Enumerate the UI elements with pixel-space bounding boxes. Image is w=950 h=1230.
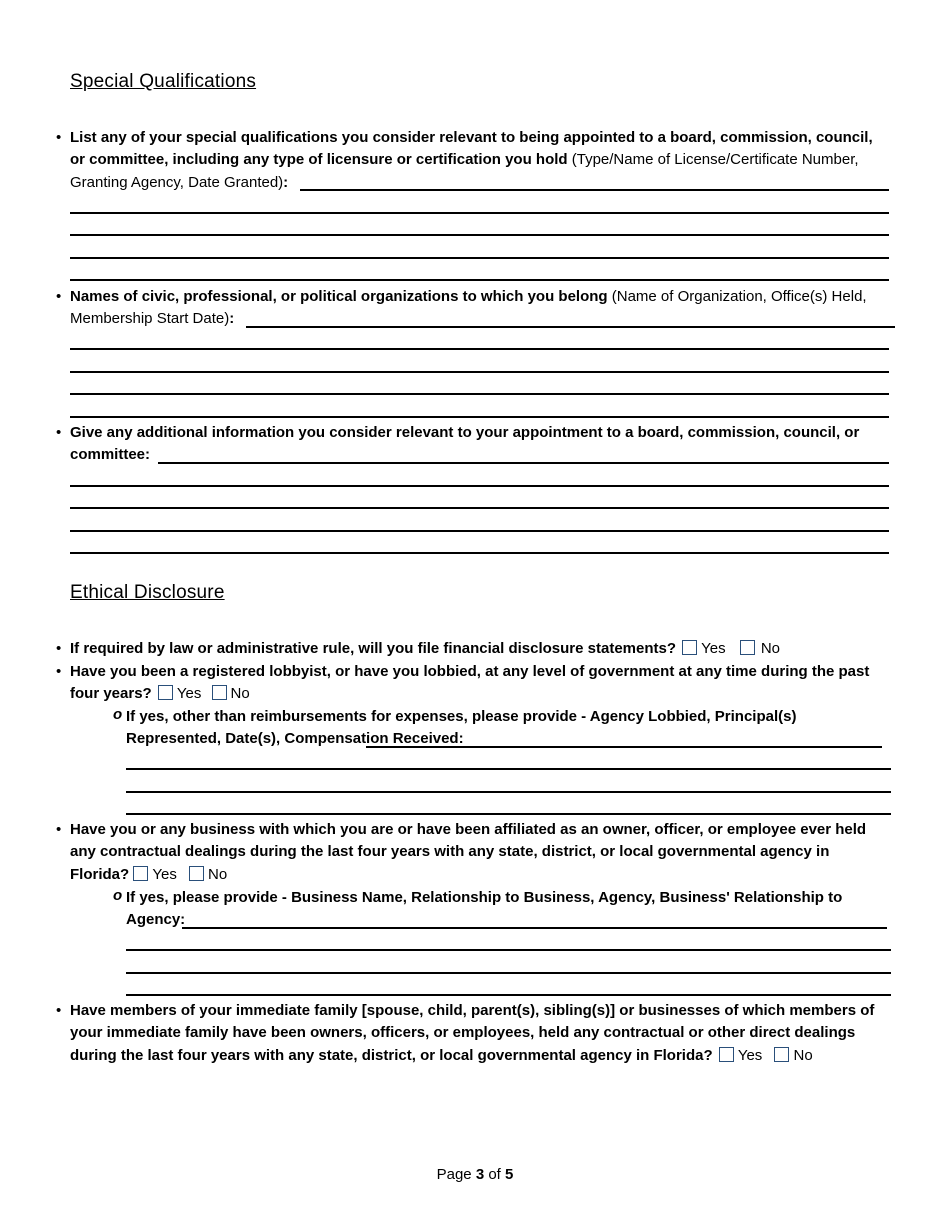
no-label: No bbox=[208, 865, 228, 883]
business-details-answer-line[interactable] bbox=[126, 994, 891, 996]
additional-info-answer-line[interactable] bbox=[158, 462, 889, 464]
no-label: No bbox=[793, 1046, 813, 1064]
lobbyist-details-prompt: If yes, other than reimbursements for expenses, please provide - Agency Lobbied, Principal(s) Represented, Date(s), Compensation Received: bbox=[126, 708, 797, 748]
additional-info-answer-line[interactable] bbox=[70, 507, 889, 509]
business-details-prompt: If yes, please provide - Business Name, Relationship to Business, Agency, Business' Relationship to Agency: bbox=[126, 889, 843, 929]
lobbyist-details-answer-line[interactable] bbox=[126, 791, 891, 793]
bullet: • bbox=[56, 424, 62, 441]
no-label: No bbox=[760, 640, 781, 657]
yes-label: Yes bbox=[152, 865, 177, 883]
financial-disclosure-no-checkbox[interactable] bbox=[740, 640, 755, 655]
lobbyist-no-checkbox[interactable] bbox=[212, 685, 227, 700]
qualifications-answer-line[interactable] bbox=[300, 189, 889, 191]
financial-disclosure-yes-checkbox[interactable] bbox=[682, 640, 697, 655]
sub-bullet: o bbox=[113, 887, 123, 904]
bullet: • bbox=[56, 129, 62, 146]
page-word: Page bbox=[436, 1166, 472, 1183]
additional-info-answer-line[interactable] bbox=[70, 530, 889, 532]
bullet: • bbox=[56, 821, 62, 838]
sub-bullet: o bbox=[113, 706, 123, 723]
contractual-dealings-question bbox=[70, 819, 888, 886]
qualifications-answer-line[interactable] bbox=[70, 279, 889, 281]
lobbyist-question bbox=[70, 661, 875, 706]
family-yes-checkbox[interactable] bbox=[719, 1047, 734, 1062]
organizations-question-hint: (Name of Organization, Office(s) Held, Membership Start Date) bbox=[70, 288, 867, 328]
business-details-answer-line[interactable] bbox=[126, 949, 891, 951]
organizations-answer-line[interactable] bbox=[70, 371, 889, 373]
organizations-answer-line[interactable] bbox=[246, 326, 895, 328]
contractual-no-checkbox[interactable] bbox=[189, 866, 204, 881]
family-dealings-question bbox=[70, 1000, 885, 1067]
current-page-number: 3 bbox=[475, 1166, 485, 1183]
yes-label: Yes bbox=[701, 640, 726, 657]
business-details-answer-line[interactable] bbox=[182, 927, 887, 929]
organizations-answer-line[interactable] bbox=[70, 348, 889, 350]
colon: : bbox=[283, 173, 289, 191]
bullet: • bbox=[56, 288, 62, 305]
qualifications-question-bold: List any of your special qualifications you consider relevant to being appointed to a board, commission, council, or committee, including any type of licensure or certification you hold bbox=[70, 129, 873, 169]
bullet: • bbox=[56, 1002, 62, 1019]
organizations-question-bold: Names of civic, professional, or political organizations to which you belong bbox=[70, 288, 608, 305]
family-dealings-text: Have members of your immediate family [spouse, child, parent(s), sibling(s)] or businesses of which members of your immediate family have been owners, officers, or employees, held any contractual or other direct dealings during the last four years with any state, district, or local governmental agency in Florida? bbox=[70, 1002, 875, 1064]
qualifications-answer-line[interactable] bbox=[70, 234, 889, 236]
business-details-answer-line[interactable] bbox=[126, 972, 891, 974]
qualifications-answer-line[interactable] bbox=[70, 212, 889, 214]
lobbyist-text: Have you been a registered lobbyist, or have you lobbied, at any level of government at any time during the past four years? bbox=[70, 663, 870, 703]
page-footer bbox=[0, 1166, 950, 1183]
contractual-dealings-text: Have you or any business with which you are or have been affiliated as an owner, officer, or employee ever held any contractual dealings during the last four years with any state, district, or local governmental agency in Florida? bbox=[70, 821, 867, 883]
organizations-question bbox=[70, 286, 890, 331]
ethical-disclosure-heading: Ethical Disclosure bbox=[70, 582, 225, 603]
total-pages-number: 5 bbox=[505, 1166, 514, 1183]
lobbyist-details-answer-line[interactable] bbox=[366, 746, 882, 748]
qualifications-question bbox=[70, 127, 890, 194]
additional-info-answer-line[interactable] bbox=[70, 485, 889, 487]
organizations-answer-line[interactable] bbox=[70, 416, 889, 418]
contractual-yes-checkbox[interactable] bbox=[133, 866, 148, 881]
organizations-answer-line[interactable] bbox=[70, 393, 889, 395]
bullet: • bbox=[56, 663, 62, 680]
qualifications-answer-line[interactable] bbox=[70, 257, 889, 259]
family-no-checkbox[interactable] bbox=[774, 1047, 789, 1062]
financial-disclosure-text: If required by law or administrative rule, will you file financial disclosure statements? bbox=[70, 640, 676, 657]
no-label: No bbox=[230, 685, 250, 703]
bullet: • bbox=[56, 640, 62, 657]
of-word: of bbox=[488, 1166, 501, 1183]
lobbyist-details-answer-line[interactable] bbox=[126, 768, 891, 770]
lobbyist-yes-checkbox[interactable] bbox=[158, 685, 173, 700]
special-qualifications-heading: Special Qualifications bbox=[70, 71, 257, 92]
colon: : bbox=[229, 310, 235, 328]
additional-info-question: Give any additional information you consider relevant to your appointment to a board, commission, council, or committee: bbox=[70, 424, 860, 464]
yes-label: Yes bbox=[176, 685, 202, 703]
additional-info-answer-line[interactable] bbox=[70, 552, 889, 554]
financial-disclosure-question bbox=[70, 638, 890, 660]
lobbyist-details-answer-line[interactable] bbox=[126, 813, 891, 815]
qualifications-question-hint: (Type/Name of License/Certificate Number, Granting Agency, Date Granted) bbox=[70, 151, 859, 191]
yes-label: Yes bbox=[737, 1046, 763, 1064]
